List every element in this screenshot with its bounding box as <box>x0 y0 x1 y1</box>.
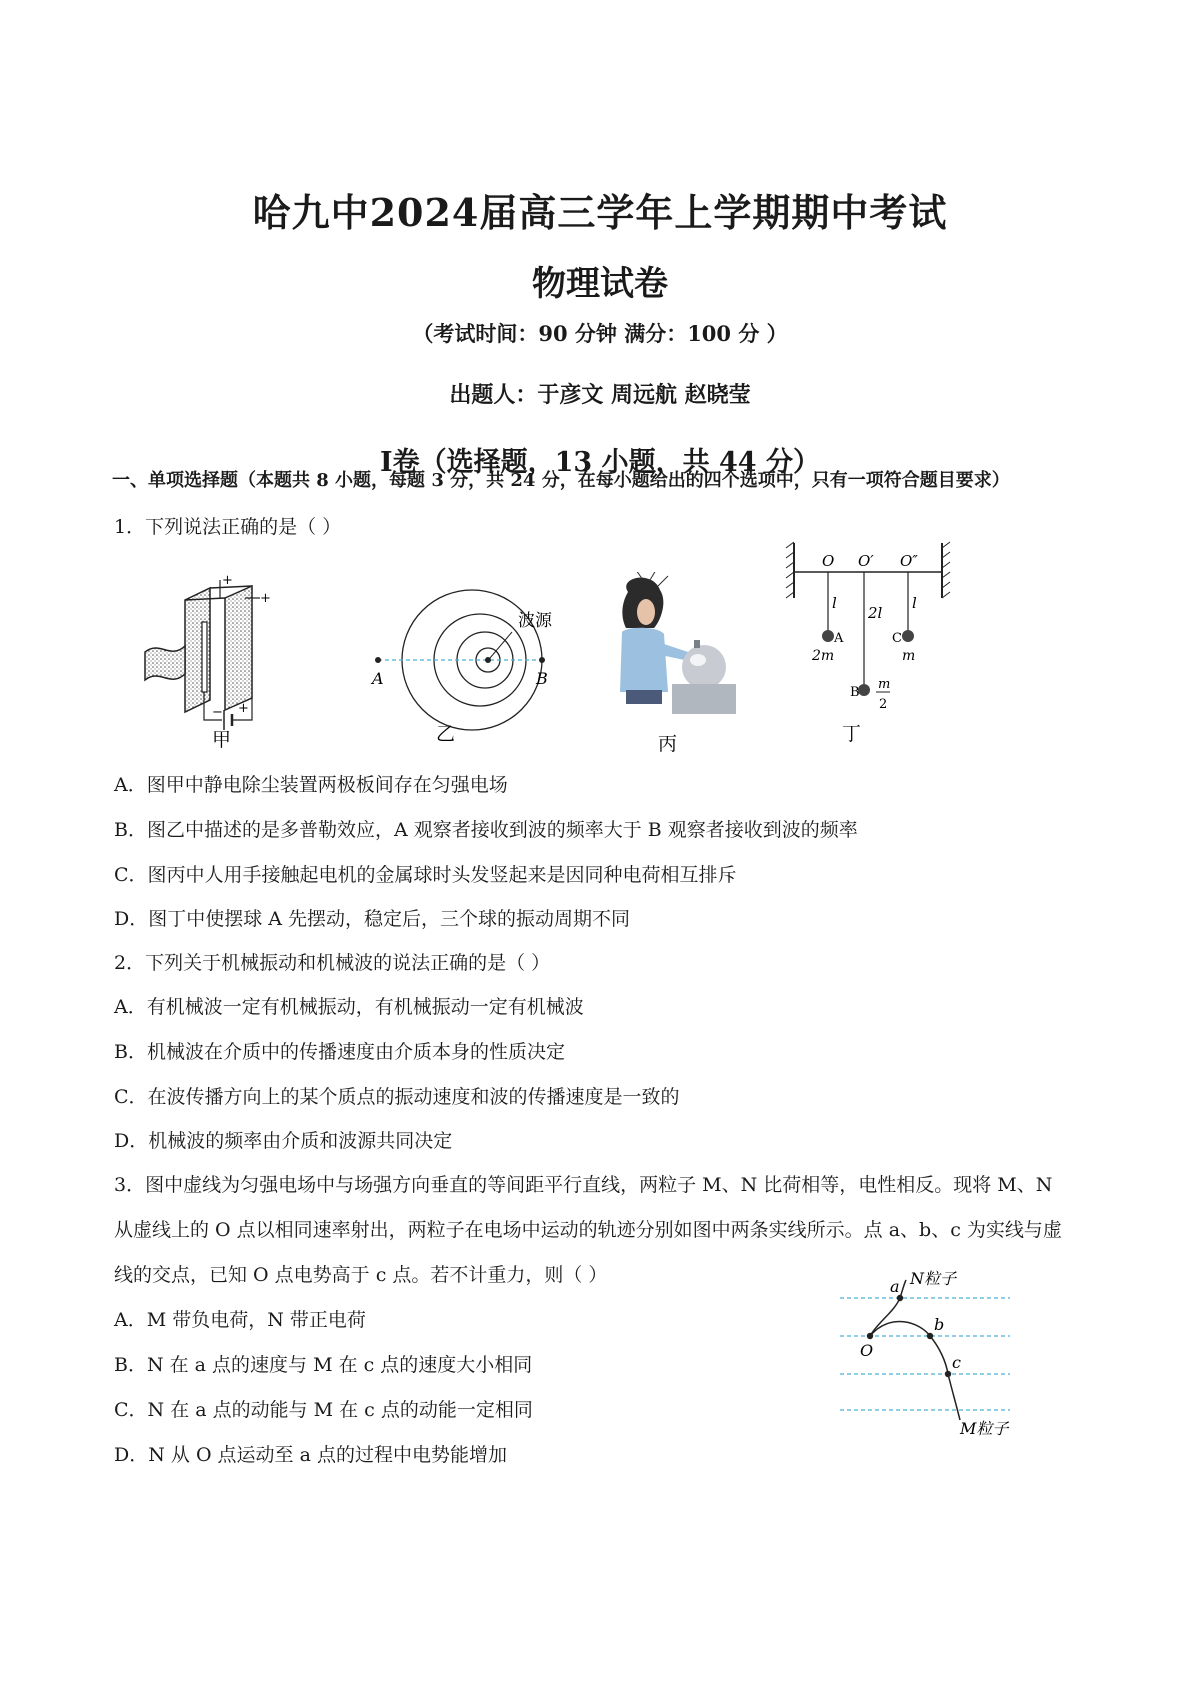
figure-jia <box>140 570 290 755</box>
label-O: O <box>822 552 835 570</box>
q3-stem-line-2: 从虚线上的 O 点以相同速率射出，两粒子在电场中运动的轨迹分别如图中两条实线所示。点 a、b、c 为实线与虚 <box>114 1219 1062 1241</box>
exam-title: 哈九中2024届高三学年上学期期中考试 <box>252 190 948 235</box>
svg-text:−: − <box>212 705 223 720</box>
figure-q3-field <box>830 1262 1030 1442</box>
q3-option-b: B．N 在 a 点的速度与 M 在 c 点的速度大小相同 <box>114 1354 533 1376</box>
q1-option-d: D．图丁中使摆球 A 先摆动，稳定后，三个球的振动周期不同 <box>114 908 631 930</box>
exam-subtitle: 物理试卷 <box>532 264 668 304</box>
label-O1: O′ <box>858 552 874 570</box>
label-ball-A: A <box>834 631 844 646</box>
q2-option-a: A．有机械波一定有机械振动，有机械振动一定有机械波 <box>114 996 584 1018</box>
label-wave-source: 波源 <box>518 611 552 631</box>
label-jia: 甲 <box>212 729 232 751</box>
label-mass-C: m <box>902 648 916 664</box>
label-ball-C: C <box>892 631 902 646</box>
exam-info: （考试时间：90 分钟 满分：100 分 ） <box>412 321 788 346</box>
q2-stem: 2．下列关于机械振动和机械波的说法正确的是（ ） <box>114 952 551 974</box>
exam-authors: 出题人：于彦文 周远航 赵晓莹 <box>449 382 751 408</box>
svg-text:+: + <box>260 591 271 606</box>
label-q3-c: c <box>952 1353 961 1372</box>
label-q3-b: b <box>934 1315 945 1334</box>
label-2l: 2l <box>868 604 883 622</box>
q1-stem: 1．下列说法正确的是（ ） <box>114 516 342 538</box>
label-ball-B: B <box>850 685 860 700</box>
label-mass-A: 2m <box>812 648 835 664</box>
label-ding: 丁 <box>842 723 862 745</box>
svg-text:+: + <box>222 573 233 588</box>
q2-option-d: D．机械波的频率由介质和波源共同决定 <box>114 1130 453 1152</box>
q1-option-b: B．图乙中描述的是多普勒效应，A 观察者接收到波的频率大于 B 观察者接收到波的频率 <box>114 819 858 841</box>
figure-bing-photo <box>598 572 738 757</box>
label-B: B <box>536 669 548 688</box>
figure-ding <box>782 538 962 748</box>
q3-option-d: D．N 从 O 点运动至 a 点的过程中电势能增加 <box>114 1444 507 1466</box>
label-l3: l <box>912 594 917 612</box>
q3-stem-line-1: 3．图中虚线为匀强电场中与场强方向垂直的等间距平行直线，两粒子 M、N 比荷相等，电性相反。现将 M、N <box>114 1174 1053 1196</box>
q3-stem-line-3: 线的交点，已知 O 点电势高于 c 点。若不计重力，则（ ） <box>114 1264 608 1286</box>
svg-text:+: + <box>238 701 249 716</box>
label-bing: 丙 <box>658 733 678 755</box>
q2-option-b: B．机械波在介质中的传播速度由介质本身的性质决定 <box>114 1041 565 1063</box>
label-A: A <box>372 669 384 688</box>
q2-option-c: C．在波传播方向上的某个质点的振动速度和波的传播速度是一致的 <box>114 1086 680 1108</box>
q3-option-a: A．M 带负电荷，N 带正电荷 <box>114 1309 366 1331</box>
label-N-particle: N粒子 <box>910 1269 957 1288</box>
label-l: l <box>832 594 837 612</box>
label-q3-O: O <box>860 1341 874 1360</box>
label-q3-a: a <box>890 1277 900 1296</box>
label-mass-B-den: 2 <box>879 697 888 712</box>
part-title: I卷（选择题，13 小题，共 44 分） <box>380 447 820 478</box>
q3-option-c: C．N 在 a 点的动能与 M 在 c 点的动能一定相同 <box>114 1399 533 1421</box>
q1-option-a: A．图甲中静电除尘装置两极板间存在匀强电场 <box>114 774 508 796</box>
label-mass-B-num: m <box>878 677 891 692</box>
figure-yi <box>370 580 570 745</box>
section-heading: 一、单项选择题（本题共 8 小题，每题 3 分，共 24 分，在每小题给出的四个选项中，只有一项符合题目要求） <box>112 470 1010 491</box>
label-yi: 乙 <box>436 723 456 745</box>
q1-option-c: C．图丙中人用手接触起电机的金属球时头发竖起来是因同种电荷相互排斥 <box>114 864 737 886</box>
label-O2: O″ <box>900 552 918 570</box>
label-M-particle: M粒子 <box>960 1419 1009 1438</box>
